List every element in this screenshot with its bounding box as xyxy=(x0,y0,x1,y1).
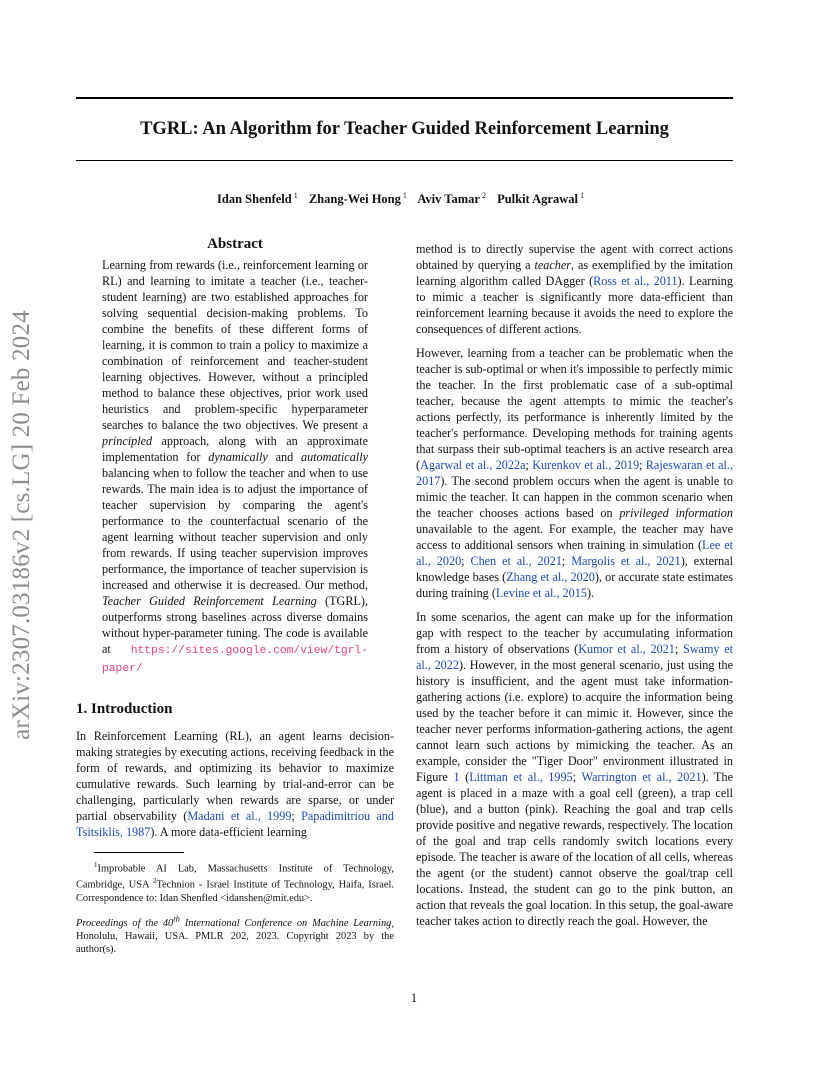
abstract-heading: Abstract xyxy=(207,236,263,252)
author-affiliation: 1 xyxy=(579,191,584,200)
citation-link[interactable]: Kumor et al., 2021 xyxy=(578,642,675,656)
citation-link[interactable]: Madani et al., 1999 xyxy=(187,809,292,823)
affiliation-footnote: $^1$Improbable AI Lab, Massachusetts Institute of Technology, Cambridge, USA $^2$Technion - Israel Institute of Technology, Haifa, Israel. Correspondence to: Idan Shenfled <idanshen@mit.edu>. xyxy=(76,861,394,904)
author-name: Idan Shenfeld xyxy=(217,192,292,207)
body-paragraph: However, learning from a teacher can be problematic when the teacher is sub-optimal or when it's impossible to perfectly mimic the teacher. In the first problematic case of a sub-optimal teacher, because the agent attempts to mimic the teacher's actions perfectly, its performance is inherently limited by the teacher's performance. Developing methods for training agents that surpass their sub-optimal teachers is an active research area (Agarwal et al., 2022a; Kurenkov et al., 2019; Rajeswaran et al., 2017). The second problem occurs when the agent is unable to mimic the teacher. It can happen in the common scenario when the teacher chooses actions based on privileged information unavailable to the agent. For example, the teacher may have access to additional sensors when training in simulation (Lee et al., 2020; Chen et al., 2021; Margolis et al., 2021), external knowledge bases (Zhang et al., 2020), or accurate state estimates during training (Levine et al., 2015). xyxy=(416,346,733,600)
paper-title: TGRL: An Algorithm for Teacher Guided Reinforcement Learning xyxy=(140,119,669,139)
intro-paragraph: In Reinforcement Learning (RL), an agent learns decision-making strategies by executing actions, receiving feedback in the form of rewards, and optimizing its behavior to maximize cumulative rewards. Such learning by trial-and-error can be challenging, particularly when rewards are sparse, or under partial observability (Madani et al., 1999; Papadimitriou and Tsitsiklis, 1987). A more data-efficient learning xyxy=(76,729,394,839)
citation-link[interactable]: Lee et al., 2020 xyxy=(416,538,733,568)
body-paragraph: method is to directly supervise the agent with correct actions obtained by querying a teacher, as exemplified by the imitation learning algorithm called DAgger (Ross et al., 2011). Learning to mimic a teacher is significantly more data-efficient than reinforcement learning because it avoids the need to explore the consequences of different actions. xyxy=(416,242,733,336)
citation-link[interactable]: Zhang et al., 2020 xyxy=(506,570,595,584)
author-list xyxy=(76,191,733,207)
abstract-body: Learning from rewards (i.e., reinforcement learning or RL) and learning to imitate a teacher (i.e., teacher-student learning) are two established approaches for solving sequential decision-making problems. To combine the benefits of these different forms of learning, it is common to train a policy to maximize a combination of reinforcement and teacher-student learning objectives. However, without a principled method to balance these objectives, prior work used heuristics and problem-specific hyperparameter searches to balance the two objectives. We present a principled approach, along with an approximate implementation for dynamically and automatically balancing when to follow the teacher and when to use rewards. The main idea is to adjust the importance of teacher supervision by comparing the agent's performance to the counterfactual scenario of the agent learning without teacher supervision and only from rewards. If using teacher supervision improves performance, the importance of teacher supervision is increased and otherwise it is decreased. Our method, Teacher Guided Reinforcement Learning (TGRL), outperforms strong baselines across diverse domains without hyper-parameter tuning. The code is available at https://sites.google.com/view/tgrl-paper/ xyxy=(102,258,369,675)
citation-link[interactable]: Margolis et al., 2021 xyxy=(571,554,681,568)
citation-link[interactable]: Ross et al., 2011 xyxy=(593,274,678,288)
body-paragraph: In some scenarios, the agent can make up for the information gap with respect to the teacher by accumulating information from a history of observations (Kumor et al., 2021; Swamy et al., 2022). However, in the most general scenario, just using the history is insufficient, and the agent must take information-gathering actions (i.e. explore) to acquire the information being used by the teacher before it can mimic it. However, since the teacher never performs information-gathering actions, the agent cannot learn such actions by mimicking the teacher. As an example, consider the "Tiger Door" environment illustrated in Figure 1 (Littman et al., 1995; Warrington et al., 2021). The agent is placed in a maze with a goal cell (green), a trap cell (blue), and a button (pink). Reaching the goal and trap cells provide positive and negative rewards, respectively. The location of the goal and trap cells randomly switch locations every episode. The teacher is aware of the location of all cells, whereas the agent (or the student) cannot observe the goal/trap cell locations. Instead, the student can go to the pink button, an action that reveals the goal location. In this setup, the goal-aware teacher takes action to directly reach the goal. However, the xyxy=(416,610,734,928)
left-column xyxy=(76,236,394,956)
citation-link[interactable]: Littman et al., 1995 xyxy=(469,770,573,784)
section-heading-introduction: 1. Introduction xyxy=(76,701,173,717)
code-url-link[interactable]: https://sites.google.com/view/tgrl-paper/ xyxy=(102,645,368,675)
right-column xyxy=(416,241,733,929)
citation-link[interactable]: Chen et al., 2021 xyxy=(470,554,562,568)
title-rule-bottom xyxy=(76,160,733,161)
citation-link[interactable]: Papadimitriou and Tsitsiklis, 1987 xyxy=(76,809,394,839)
citation-link[interactable]: Rajeswaran et al., 2017 xyxy=(416,458,733,488)
author-affiliation: 1 xyxy=(402,191,407,200)
author-name: Zhang-Wei Hong xyxy=(308,192,401,207)
citation-link[interactable]: Warrington et al., 2021 xyxy=(581,770,702,784)
proceedings-note: Proceedings of the 40th International Conference on Machine Learning, Honolulu, Hawaii, USA. PMLR 202, 2023. Copyright 2023 by the author(s). xyxy=(76,913,394,956)
citation-link[interactable]: Kurenkov et al., 2019 xyxy=(532,458,640,472)
title-rule-top xyxy=(76,97,733,99)
footnote-rule xyxy=(94,852,184,853)
page-number: 1 xyxy=(410,991,418,1005)
author-affiliation: 1 xyxy=(293,191,298,200)
citation-link[interactable]: Swamy et al., 2022 xyxy=(416,642,733,672)
author-name: Aviv Tamar xyxy=(417,192,480,207)
citation-link[interactable]: Agarwal et al., 2022a xyxy=(420,458,526,472)
arxiv-id[interactable]: arXiv:2307.03186v2 [cs.LG] 20 Feb 2024 xyxy=(8,310,35,740)
author-name: Pulkit Agrawal xyxy=(497,192,578,207)
citation-link[interactable]: Levine et al., 2015 xyxy=(495,586,587,600)
figure-reference-link[interactable]: 1 xyxy=(453,770,460,784)
author-affiliation: 2 xyxy=(481,191,486,200)
